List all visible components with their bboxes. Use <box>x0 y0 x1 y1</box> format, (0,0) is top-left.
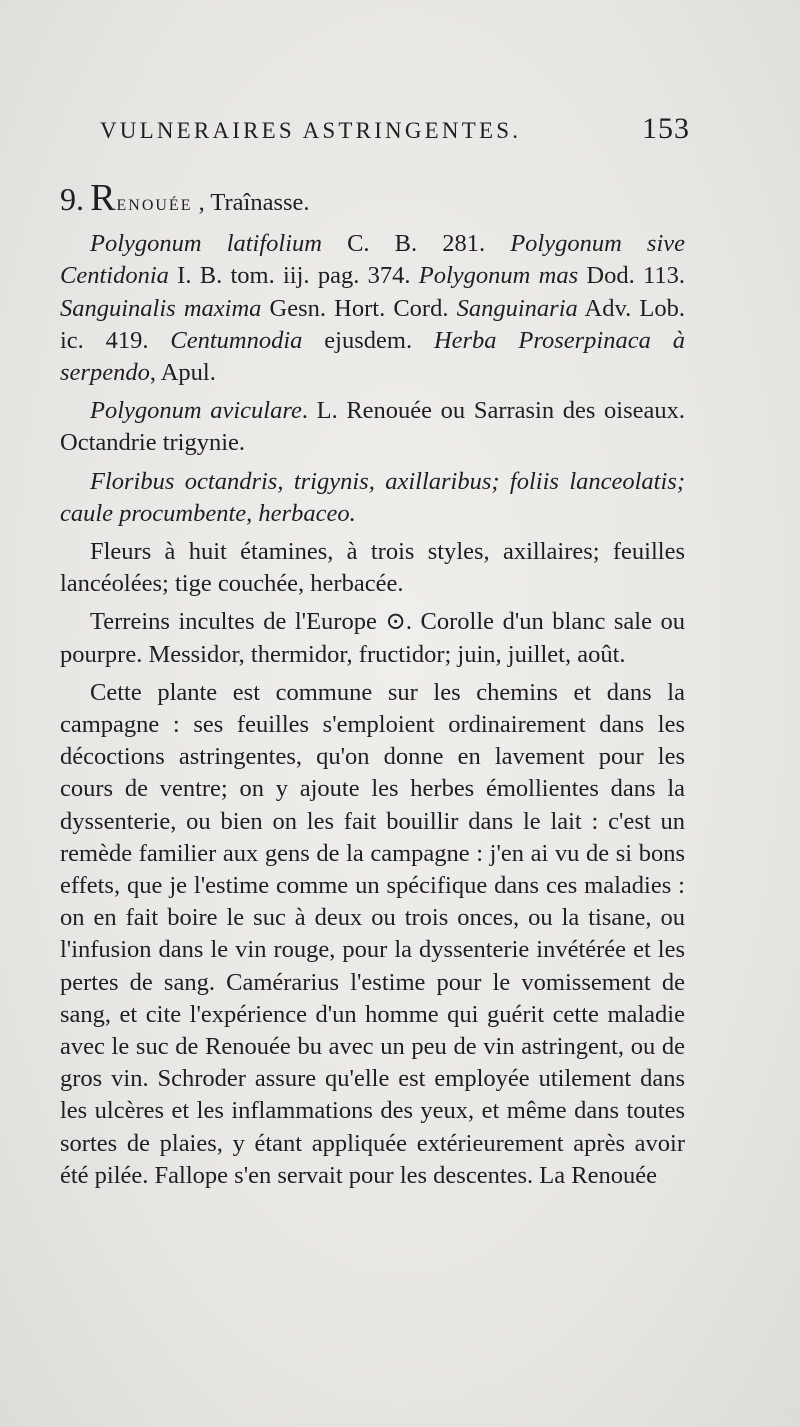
page-body <box>60 177 686 1198</box>
synonym-run: Polygonum sive Centidonia <box>60 230 686 290</box>
synonymy-paragraph <box>60 228 685 389</box>
entry-name: ENOUÉE <box>116 197 193 214</box>
synonym-run: Gesn. Hort. Cord. <box>261 294 457 322</box>
description-paragraph: Fleurs à huit étamines, à trois styles, axillaires; feuilles lancéolées; tige couchée, herbacée. <box>60 538 685 598</box>
diagnosis-paragraph: Floribus octandris, trigynis, axillaribus; foliis lanceolatis; caule procumbente, herbaceo. <box>60 467 685 527</box>
usage-paragraph: Cette plante est commune sur les chemins et dans la campagne : ses feuilles s'emploient ordinairement dans les décoctions astringentes, qu'on donne en lavement pour les cours de ventre; on y ajoute les herbes émollientes dans la dyssenterie, ou bien on les fait bouillir dans le lait : c'est un remède familier aux gens de la campagne : j'en ai vu de si bons effets, que je l'estime comme un spécifique dans ces maladies : on en fait boire le suc à deux ou trois onces, ou la tisane, ou l'infusion dans le vin rouge, pour la dyssenterie invétérée et les pertes de sang. Camérarius l'estime pour le vomissement de sang, et cite l'expérience d'un homme qui guérit cette maladie avec le suc de Renouée bu avec un peu de vin astringent, ou de gros vin. Schroder assure qu'elle est employée utilement dans les ulcères et les inflammations des yeux, et même dans toutes sortes de plaies, y étant appliquée extérieurement après avoir été pilée. Fallope s'en servait pour les descentes. La Renouée <box>60 678 685 1189</box>
synonym-run: ejusdem. <box>302 326 434 354</box>
page-header <box>100 112 690 146</box>
page-number: 153 <box>642 112 690 145</box>
linnaeus-run: . L. Renouée ou Sarrasin des oiseaux. Octandrie trigynie. <box>60 397 685 457</box>
synonym-run: Adv. Lob. ic. 419. <box>60 294 686 354</box>
entry-number: 9. <box>60 181 84 217</box>
linnaeus-paragraph <box>60 395 685 459</box>
synonym-run: Centumnodia <box>170 326 303 354</box>
synonym-run: Dod. 113. <box>578 262 685 290</box>
running-title: VULNERAIRES ASTRINGENTES. <box>100 118 522 143</box>
synonym-run: , Apul. <box>149 359 216 387</box>
linnaeus-run: Polygonum aviculare <box>90 397 302 425</box>
synonym-run: Herba Proserpinaca à serpendo <box>60 326 685 387</box>
synonym-run: Sanguinaria <box>456 294 578 322</box>
habitat-paragraph: Terreins incultes de l'Europe ⊙. Corolle d'un blanc sale ou pourpre. Messidor, thermidor, fructidor; juin, juillet, août. <box>60 608 685 668</box>
entry-heading <box>60 177 685 222</box>
entry-common-name: , Traînasse. <box>198 189 310 216</box>
synonym-run: C. B. 281. <box>321 230 511 258</box>
synonym-run: Polygonum mas <box>418 262 579 290</box>
entry-initial: R <box>90 177 117 219</box>
synonym-run: I. B. tom. iij. pag. 374. <box>168 262 419 290</box>
synonym-run: Polygonum latifolium <box>90 230 322 258</box>
synonym-run: Sanguinalis maxima <box>60 294 262 322</box>
